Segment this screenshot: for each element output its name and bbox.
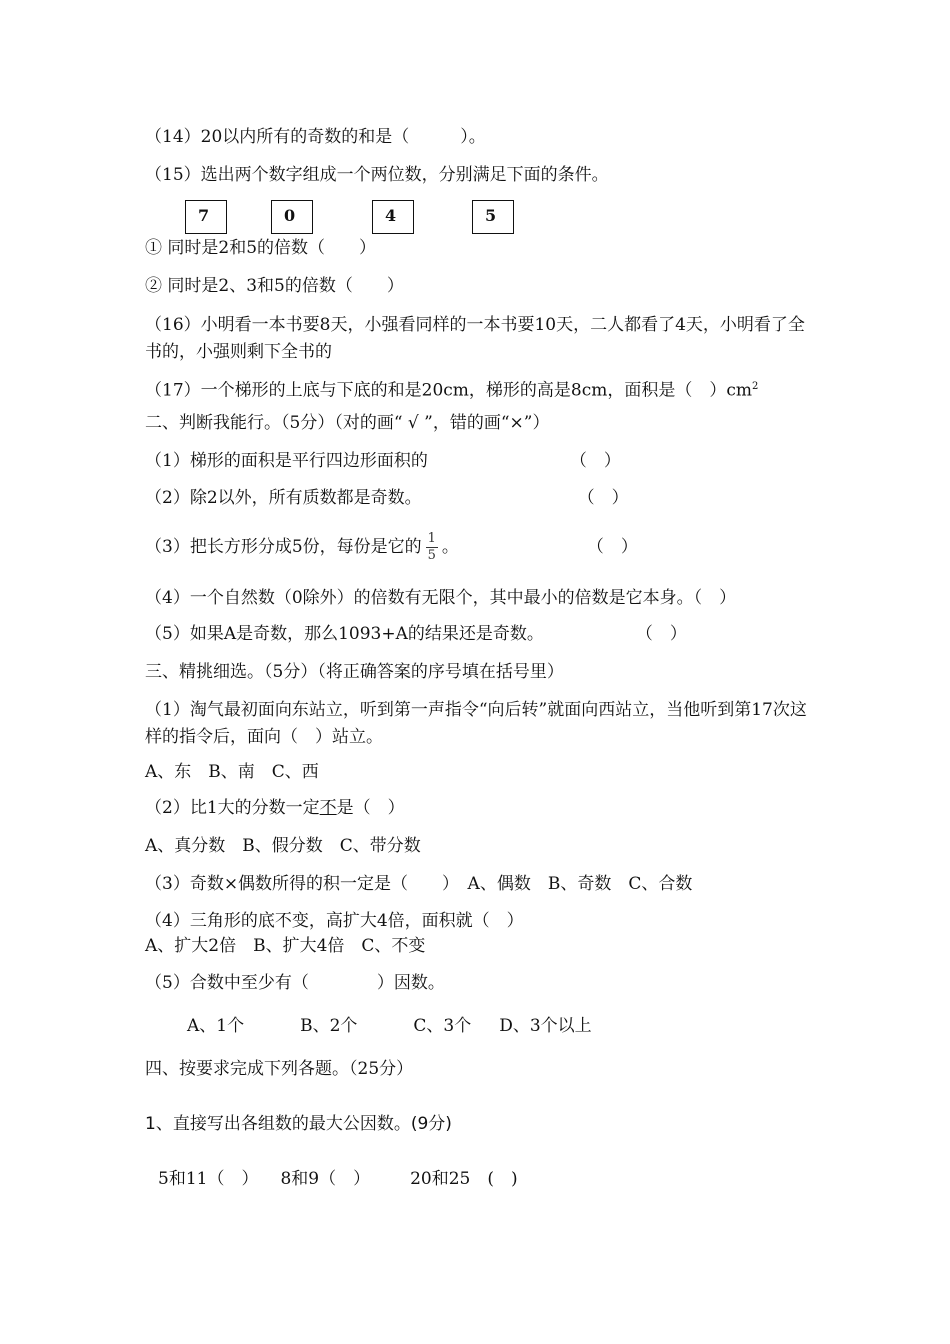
section-4-question-1: 1、直接写出各组数的最大公因数。(9分) (145, 1114, 452, 1134)
gcd-item-1: 5和11（ ） (158, 1169, 259, 1189)
choice-question-2-post: 是（ ） (336, 798, 405, 818)
choice-question-2-pre: （2）比1大的分数一定 (145, 798, 320, 818)
gcd-item-3: 20和25 ( ) (410, 1169, 518, 1189)
digit-card-1: 7 (185, 200, 227, 234)
choice-question-4: （4）三角形的底不变，高扩大4倍，面积就（ ） (145, 911, 524, 931)
option-a: A、1个 (187, 1016, 245, 1036)
judge-item-5-text: （5）如果A是奇数，那么1093+A的结果还是奇数。 (145, 624, 544, 644)
choice-question-2 (145, 797, 405, 819)
option-b: B、2个 (300, 1016, 358, 1036)
judge-item-5-paren: （ ） (635, 624, 687, 644)
fraction-denominator: 5 (427, 548, 436, 563)
section-3-title: 三、精挑细选。（5分）（将正确答案的序号填在括号里） (145, 662, 564, 682)
question-15: （15）选出两个数字组成一个两位数，分别满足下面的条件。 (145, 165, 609, 185)
digit-card-4: 5 (472, 200, 514, 234)
question-17-text: （17）一个梯形的上底与下底的和是20cm，梯形的高是8cm，面积是（ ）cm (145, 380, 753, 401)
judge-item-3-paren: （ ） (586, 537, 638, 557)
judge-item-1 (145, 450, 621, 472)
question-17 (145, 376, 758, 402)
judge-item-3 (145, 527, 638, 567)
choice-question-2-underlined: 不 (319, 798, 337, 818)
question-15-1: ① 同时是2和5的倍数（ ） (145, 238, 377, 258)
choice-question-4-options: A、扩大2倍 B、扩大4倍 C、不变 (145, 936, 426, 956)
judge-item-3-text: （3）把长方形分成5份，每份是它的 (145, 537, 422, 557)
choice-question-2-options: A、真分数 B、假分数 C、带分数 (145, 836, 421, 856)
gcd-item-2: 8和9（ ） (280, 1169, 371, 1189)
judge-item-2-text: （2）除2以外，所有质数都是奇数。 (145, 488, 422, 508)
choice-question-1: （1）淘气最初面向东站立，听到第一声指令“向后转”就面向西站立，当他听到第17次这样的指令后，面向（ ）站立。 (145, 700, 807, 747)
judge-item-1-paren: （ ） (569, 451, 621, 471)
question-17-sup: 2 (752, 381, 759, 392)
digit-card-3: 4 (372, 200, 414, 234)
judge-item-5 (145, 623, 687, 645)
question-14: （14）20以内所有的奇数的和是（ ）。 (145, 127, 486, 147)
judge-item-2 (145, 487, 629, 509)
judge-item-1-text: （1）梯形的面积是平行四边形面积的 (145, 451, 428, 471)
choice-question-5-options (187, 1015, 592, 1037)
choice-question-1-options: A、东 B、南 C、西 (145, 762, 319, 782)
judge-item-4: （4）一个自然数（0除外）的倍数有无限个，其中最小的倍数是它本身。（ ） (145, 588, 737, 608)
question-15-2: ② 同时是2、3和5的倍数（ ） (145, 276, 404, 296)
section-2-title: 二、判断我能行。（5分）（对的画“ √ ”，错的画“×”） (145, 413, 550, 433)
choice-question-3: （3）奇数×偶数所得的积一定是（ ） A、偶数 B、奇数 C、合数 (145, 874, 693, 894)
option-c: C、3个 (413, 1016, 472, 1036)
option-d: D、3个以上 (499, 1016, 592, 1036)
fraction-numerator: 1 (427, 531, 436, 546)
fraction-one-fifth (426, 531, 438, 564)
question-16: （16）小明看一本书要8天，小强看同样的一本书要10天，二人都看了4天，小明看了全书的，小强则剩下全书的 (145, 315, 805, 362)
choice-question-5: （5）合数中至少有（ ）因数。 (145, 973, 445, 993)
section-4-title: 四、按要求完成下列各题。（25分） (145, 1059, 414, 1079)
digit-card-2: 0 (271, 200, 313, 234)
judge-item-2-paren: （ ） (577, 488, 629, 508)
judge-item-3-after: 。 (441, 537, 459, 557)
gcd-items (158, 1168, 518, 1190)
